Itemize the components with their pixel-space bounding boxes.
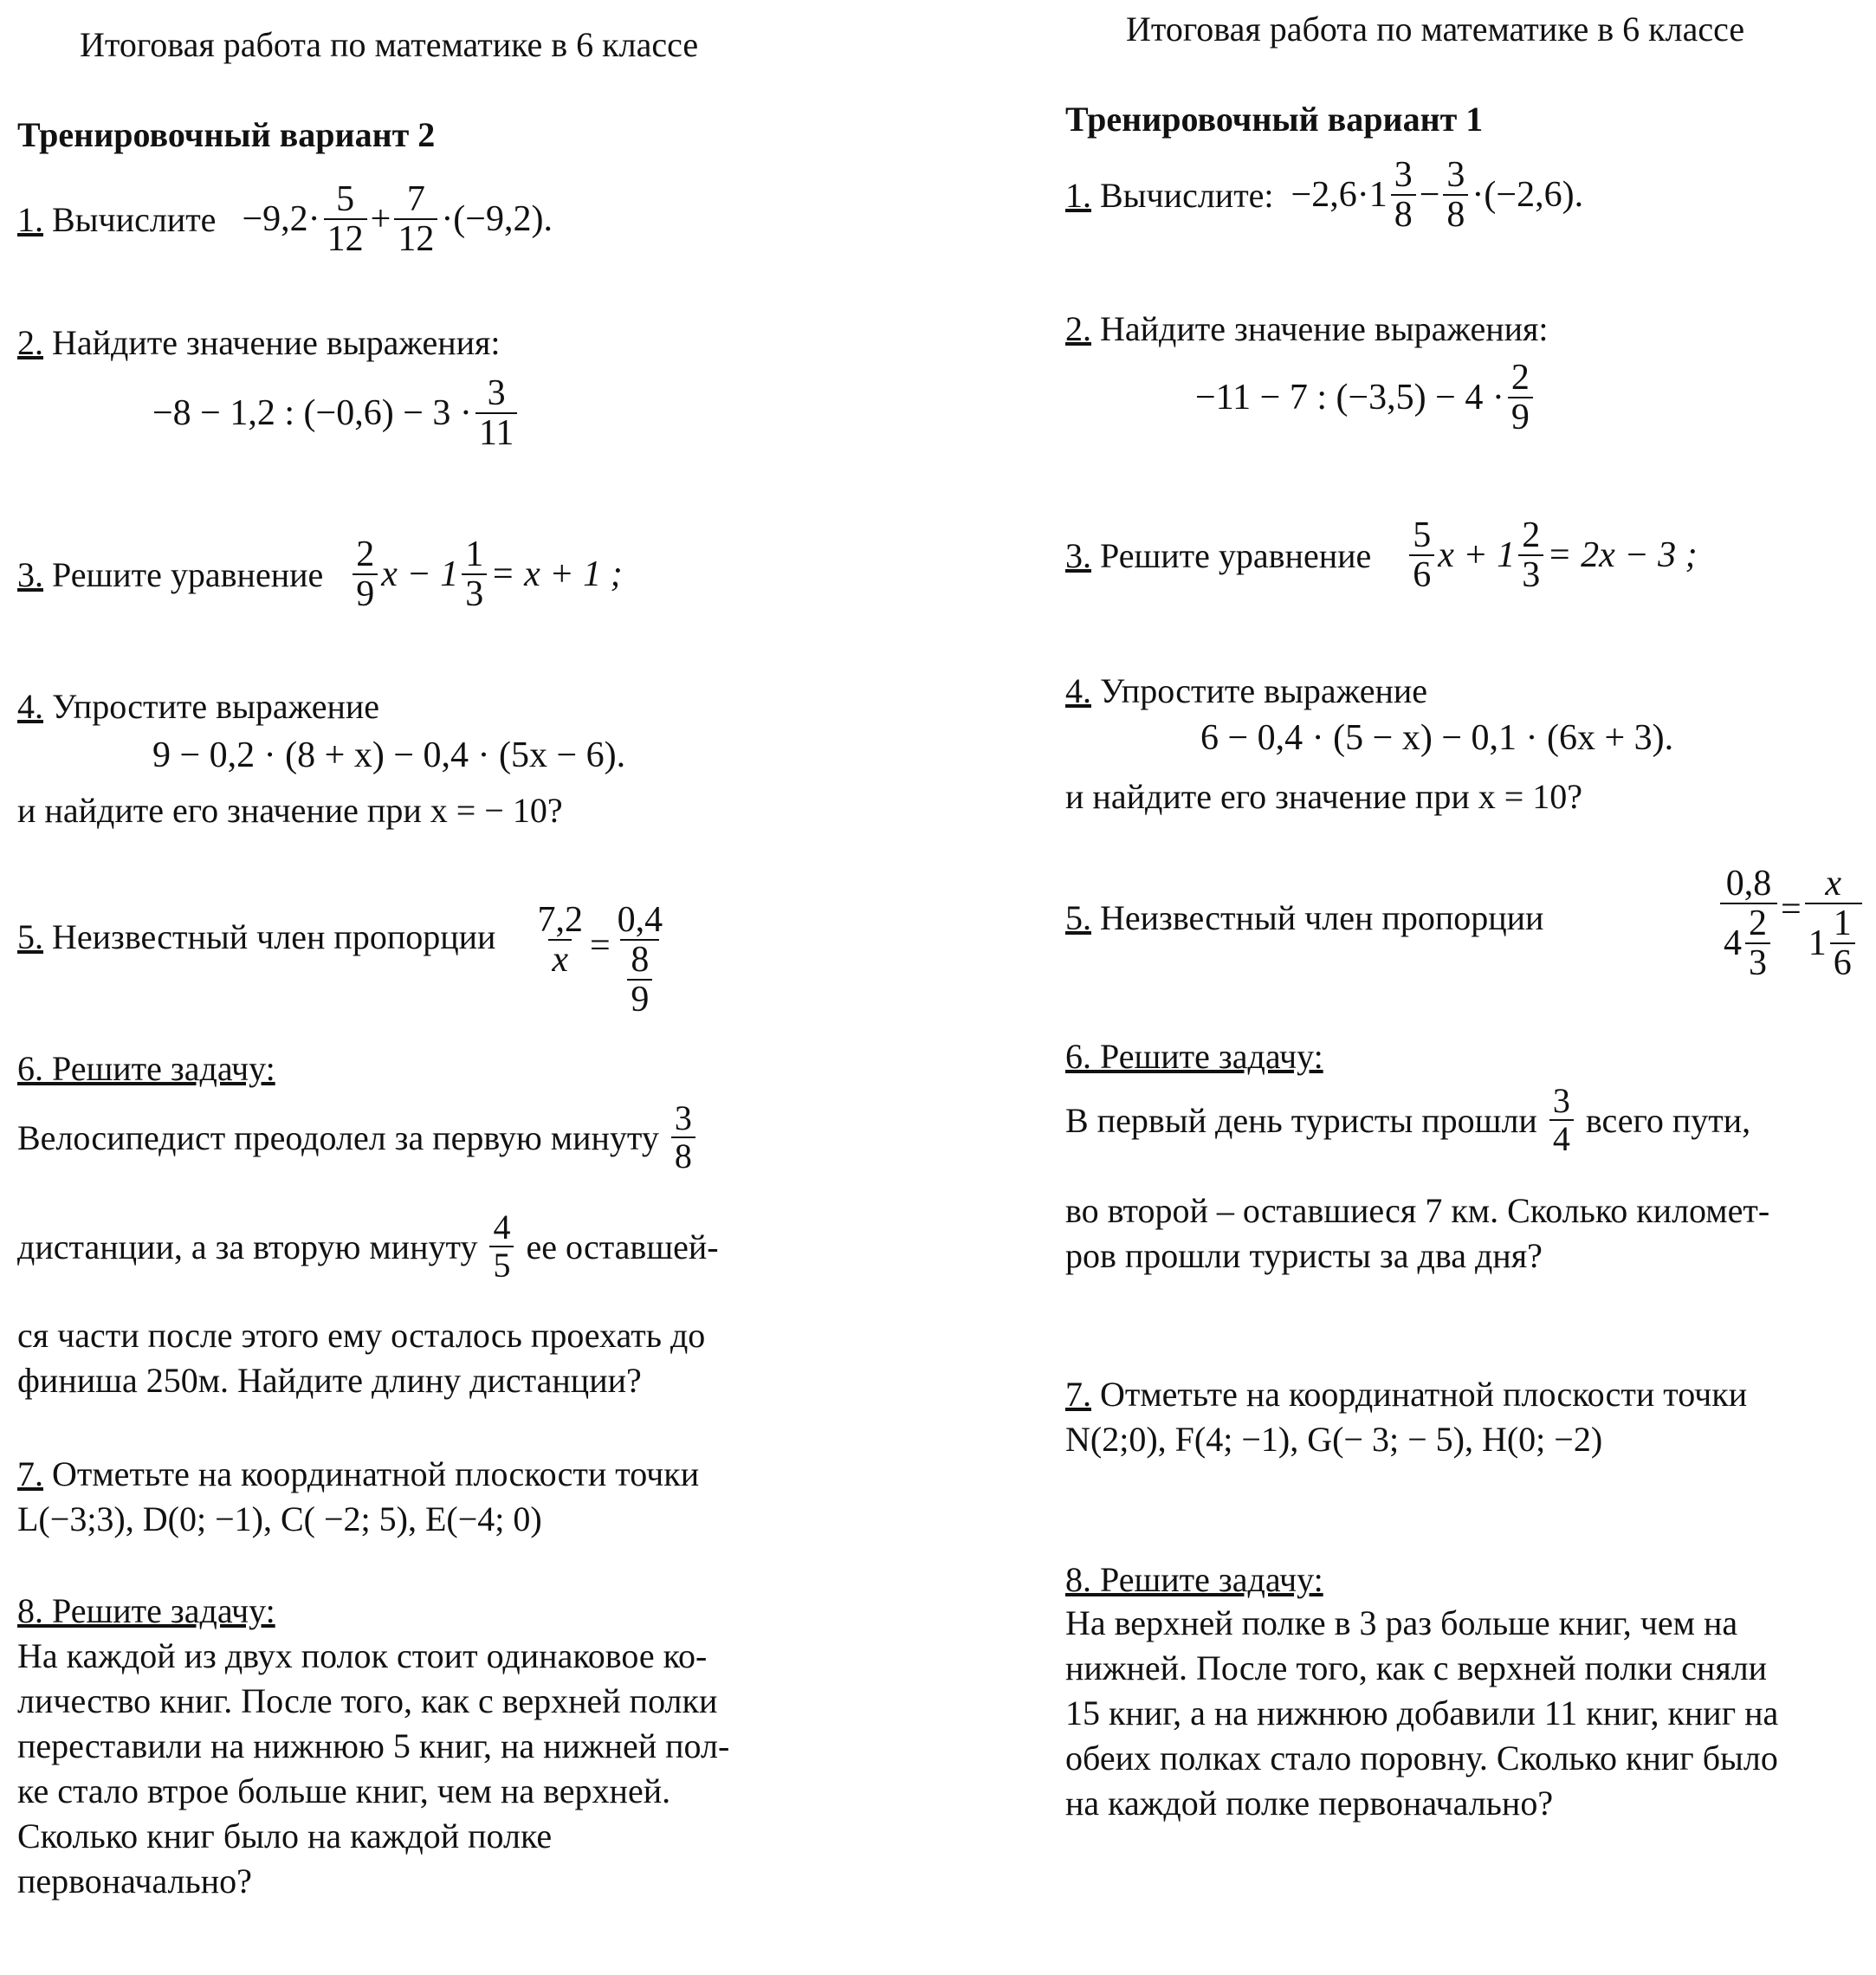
text-line: 15 книг, а на нижнюю добавили 11 книг, книг на [1065,1693,1779,1732]
text: Велосипедист преодолел за первую минуту [17,1117,659,1157]
denominator: 3 [1518,554,1543,594]
question-6-line-2 [17,1209,719,1284]
question-7 [17,1454,699,1494]
numerator: 8 [631,940,650,981]
question-number: 2. [1065,309,1091,348]
question-label: Найдите значение выражения: [1100,309,1549,348]
question-5 [1065,897,1543,938]
operator: = [589,926,611,966]
expr-part: −8 − 1,2 : (−0,6) − 3 · [152,393,472,434]
text-line: ке стало втрое больше книг, чем на верхней. [17,1771,671,1810]
text-line: На каждой из двух полок стоит одинаковое ко- [17,1636,708,1675]
fraction [462,535,487,613]
numerator: 0,8 [1725,864,1772,903]
numerator: 5 [336,179,355,219]
numerator: 7 [406,179,425,219]
question-6-line-4: финиша 250м. Найдите длину дистанции? [17,1361,642,1400]
question-8-text [1065,1601,1778,1826]
question-label: Упростите выражение [1100,671,1428,710]
expr-part: −2,6·1 [1291,175,1388,216]
fraction [614,901,667,1019]
text: ее оставшей- [526,1227,719,1266]
fraction [1805,864,1862,982]
math-expression [1291,156,1584,234]
numerator: x [1825,864,1842,903]
text: дистанции, а за вторую минуту [17,1227,478,1266]
question-number: 8. [1065,1560,1091,1599]
question-number: 8. [17,1591,43,1630]
whole-part: 1 [1808,923,1827,964]
proportion [530,901,670,1019]
operator: − [1419,175,1440,216]
question-number: 4. [17,687,43,726]
text: всего пути, [1585,1100,1751,1140]
question-3 [17,535,623,613]
fraction [475,374,517,452]
question-6-line-3: ся части после этого ему осталось проехать до [17,1316,706,1355]
page-header: Итоговая работа по математике в 6 классе [1126,10,1745,49]
question-label: Решите уравнение [1100,535,1372,575]
question-8-heading [17,1590,275,1631]
question-label: Решите задачу: [52,1591,275,1630]
question-label: Упростите выражение [52,687,380,726]
question-label: Решите задачу: [52,1049,275,1088]
question-label: Неизвестный член пропорции [1100,898,1544,937]
math-expression: 9 − 0,2 · (8 + x) − 0,4 · (5x − 6). [152,735,626,775]
expr-part: −11 − 7 : (−3,5) − 4 · [1195,378,1504,418]
question-number: 6. [1065,1037,1091,1076]
denominator: 9 [627,979,652,1019]
fraction [489,1209,514,1284]
question-number: 5. [17,917,43,956]
proportion [1717,864,1866,982]
question-6-heading [17,1048,275,1089]
text-line: на каждой полке первоначально? [1065,1784,1554,1823]
question-label: Вычислите: [1100,175,1274,215]
numerator: 3 [1394,155,1413,195]
denominator: 4 [1549,1119,1574,1157]
question-4-followup: и найдите его значение при x = 10? [1065,777,1583,816]
expr-part: x − 1 [381,554,459,595]
fraction [1549,1083,1574,1157]
variant-title: Тренировочный вариант 2 [17,115,436,154]
numerator: 3 [1446,155,1465,195]
question-number: 7. [17,1454,43,1493]
denominator: 11 [475,412,517,452]
question-1 [1065,156,1583,234]
operator: + [370,199,391,240]
question-8-heading [1065,1559,1323,1600]
page-header: Итоговая работа по математике в 6 классе [80,25,699,64]
numerator: 1 [1833,903,1852,944]
question-label: Отметьте на координатной плоскости точки [1100,1375,1748,1414]
math-expression [242,180,553,258]
mixed-number [1808,904,1859,982]
numerator: 7,2 [537,900,583,940]
numerator: 4 [493,1208,511,1247]
fraction [1830,904,1855,982]
numerator: 3 [1552,1081,1570,1120]
variant-title: Тренировочный вариант 1 [1065,100,1484,139]
whole-part: 4 [1724,923,1742,964]
question-label: Вычислите [52,199,217,239]
fraction [1409,516,1434,594]
denominator [1805,903,1862,982]
equation [349,535,622,613]
fraction [1720,864,1777,982]
numerator: 0,4 [617,900,663,940]
question-6-heading [1065,1036,1323,1077]
text-line: первоначально? [17,1862,252,1901]
question-label: Неизвестный член пропорции [52,917,496,956]
denominator: 12 [324,218,367,258]
question-number: 3. [17,554,43,594]
expr-part: = x + 1 ; [490,554,623,595]
point-list: N(2;0), F(4; −1), G(− 3; − 5), H(0; −2) [1065,1420,1603,1459]
text-line: переставили на нижнюю 5 книг, на нижней пол- [17,1726,730,1765]
denominator: 8 [1443,194,1468,234]
math-expression [152,374,521,452]
numerator: 2 [356,534,375,574]
math-expression: 6 − 0,4 · (5 − x) − 0,1 · (6x + 3). [1200,718,1674,758]
question-6-line-1 [1065,1083,1750,1157]
fraction [534,901,586,979]
text-line: нижней. После того, как с верхней полки сняли [1065,1648,1768,1687]
text: В первый день туристы прошли [1065,1100,1537,1140]
question-6-line-1 [17,1100,699,1175]
fraction [1443,156,1468,234]
denominator: x [548,939,572,979]
question-number: 2. [17,323,43,362]
question-4-followup: и найдите его значение при x = − 10? [17,791,563,830]
question-number: 3. [1065,535,1091,575]
denominator: 9 [353,573,378,613]
operator: = [1781,890,1802,929]
question-number: 7. [1065,1375,1091,1414]
fraction [671,1100,695,1175]
fraction [394,180,437,258]
denominator: 9 [1508,397,1533,437]
question-5 [17,901,670,1019]
question-label: Решите уравнение [52,554,324,594]
question-label: Решите задачу: [1100,1037,1323,1076]
expr-part: = 2x − 3 ; [1547,535,1698,576]
numerator: 5 [1413,515,1432,555]
question-1 [17,180,553,258]
question-4 [17,686,379,727]
text-line: обеих полках стало поровну. Сколько книг было [1065,1739,1778,1778]
question-number: 6. [17,1049,43,1088]
question-6-line-2: во второй – оставшиеся 7 км. Сколько километ- [1065,1191,1770,1230]
point-list: L(−3;3), D(0; −1), C( −2; 5), E(−4; 0) [17,1499,542,1538]
numerator: 1 [465,534,484,574]
numerator: 3 [487,373,506,413]
denominator: 8 [1391,194,1416,234]
expr-part: x + 1 [1438,535,1516,576]
fraction [1518,516,1543,594]
denominator [620,939,659,1019]
text-line: личество книг. После того, как с верхней полки [17,1681,718,1720]
question-number: 4. [1065,671,1091,710]
denominator: 6 [1830,942,1855,982]
question-number: 1. [17,199,43,239]
question-6-line-3: ров прошли туристы за два дня? [1065,1236,1543,1275]
fraction [353,535,378,613]
denominator: 3 [1745,942,1770,982]
fraction [1391,156,1416,234]
text-line: Сколько книг было на каждой полке [17,1816,553,1855]
question-label: Найдите значение выражения: [52,323,501,362]
question-4 [1065,670,1427,711]
math-expression [1195,359,1536,437]
fraction [324,180,367,258]
expr-part: −9,2· [242,199,320,240]
question-number: 1. [1065,175,1091,215]
numerator: 2 [1522,515,1541,555]
equation [1406,516,1697,594]
question-7 [1065,1374,1747,1415]
denominator: 3 [462,573,487,613]
numerator: 2 [1749,903,1767,944]
numerator: 3 [674,1098,692,1137]
denominator: 12 [394,218,437,258]
text-line: На верхней полке в 3 раз больше книг, чем на [1065,1603,1738,1642]
question-label: Решите задачу: [1100,1560,1323,1599]
denominator: 5 [489,1246,514,1284]
fraction [627,941,652,1019]
question-2 [1065,308,1549,349]
expr-part: ·(−9,2). [441,199,553,240]
mixed-number [1724,904,1774,982]
denominator: 6 [1409,554,1434,594]
question-label: Отметьте на координатной плоскости точки [52,1454,700,1493]
question-8-text [17,1634,729,1904]
denominator [1720,903,1777,982]
numerator: 2 [1511,358,1530,398]
fraction [1745,904,1770,982]
denominator: 8 [671,1136,695,1175]
question-3 [1065,516,1698,594]
question-number: 5. [1065,898,1091,937]
fraction [1508,359,1533,437]
expr-part: ·(−2,6). [1472,175,1584,216]
question-2 [17,322,501,363]
